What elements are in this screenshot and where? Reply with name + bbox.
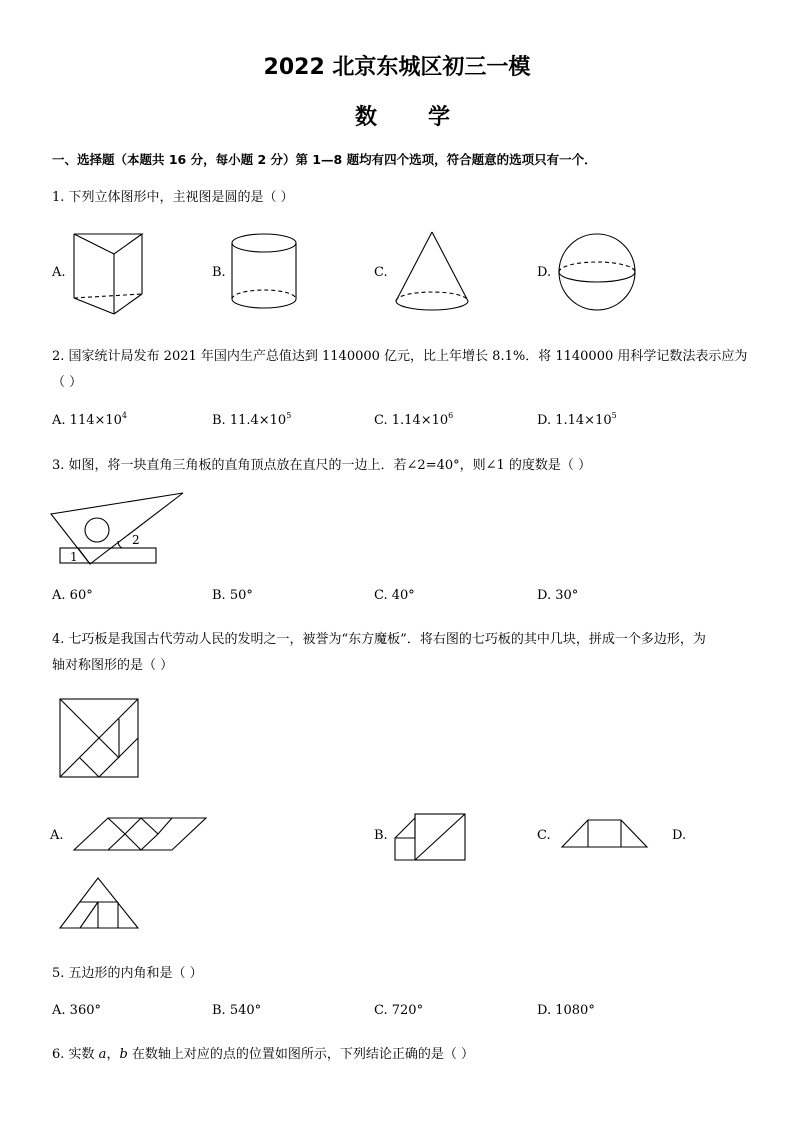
subject-char-1: 数	[355, 105, 378, 130]
q4-option-d-label: D.	[672, 828, 687, 843]
question-4-stem-cont: 轴对称图形的是（ ）	[52, 658, 174, 673]
q3-option-c: C. 40°	[374, 588, 415, 603]
q5-option-b: B. 540°	[212, 1003, 262, 1018]
question-5-stem: 5. 五边形的内角和是（ ）	[52, 966, 203, 981]
ruler-triangle-figure	[48, 488, 188, 568]
question-2-stem: 2. 国家统计局发布 2021 年国内生产总值达到 1140000 亿元，比上年增长 8.1%．将 1140000 用科学记数法表示应为	[52, 349, 748, 364]
tangram-option-d-figure	[58, 876, 142, 932]
cylinder-figure	[226, 228, 306, 318]
question-1-stem: 1. 下列立体图形中，主视图是圆的是（ ）	[52, 190, 294, 205]
angle-2-label: 2	[132, 533, 140, 547]
cone-figure	[390, 228, 480, 318]
q1-option-a-label: A.	[52, 265, 66, 280]
tangram-option-c-figure	[560, 816, 652, 850]
q4-option-a-label: A.	[50, 828, 64, 843]
question-2-stem-paren: （ ）	[52, 375, 83, 390]
question-3-stem: 3. 如图，将一块直角三角板的直角顶点放在直尺的一边上．若∠2=40°，则∠1 的度数是（ ）	[52, 458, 592, 473]
q5-option-a: A. 360°	[52, 1003, 101, 1018]
question-4-stem: 4. 七巧板是我国古代劳动人民的发明之一，被誉为“东方魔板”．将右图的七巧板的其中几块，拼成一个多边形，为	[52, 632, 706, 647]
q2-option-d: D. $1.14\times 10^5$	[537, 411, 617, 428]
q4-option-b-label: B.	[374, 828, 388, 843]
q1-option-d-label: D.	[537, 265, 552, 280]
q5-option-c: C. 720°	[374, 1003, 424, 1018]
q3-option-a: A. 60°	[52, 588, 93, 603]
q3-option-b: B. 50°	[212, 588, 253, 603]
q2-option-a: A. $114\times 10^4$	[52, 411, 128, 428]
subject-char-2: 学	[428, 105, 451, 130]
q5-option-d: D. 1080°	[537, 1003, 595, 1018]
tangram-square-figure	[58, 697, 142, 781]
sphere-figure	[555, 228, 645, 318]
q1-option-b-label: B.	[212, 265, 226, 280]
q4-option-c-label: C.	[537, 828, 551, 843]
q2-option-c: C. $1.14\times 10^6$	[374, 411, 454, 428]
q3-option-d: D. 30°	[537, 588, 579, 603]
question-6-stem: 6. 实数 a，b 在数轴上对应的点的位置如图所示，下列结论正确的是（ ）	[52, 1047, 475, 1062]
section-heading: 一、选择题（本题共 16 分，每小题 2 分）第 1—8 题均有四个选项，符合题意的选项只有一个．	[52, 152, 597, 167]
tangram-option-b-figure	[393, 812, 473, 862]
triangular-prism-figure	[64, 228, 154, 318]
angle-1-label: 1	[70, 550, 78, 564]
page-title: 2022 北京东城区初三一模	[263, 55, 531, 80]
tangram-option-a-figure	[72, 816, 212, 854]
q1-option-c-label: C.	[374, 265, 388, 280]
q2-option-b: B. $11.4\times 10^5$	[212, 411, 292, 428]
